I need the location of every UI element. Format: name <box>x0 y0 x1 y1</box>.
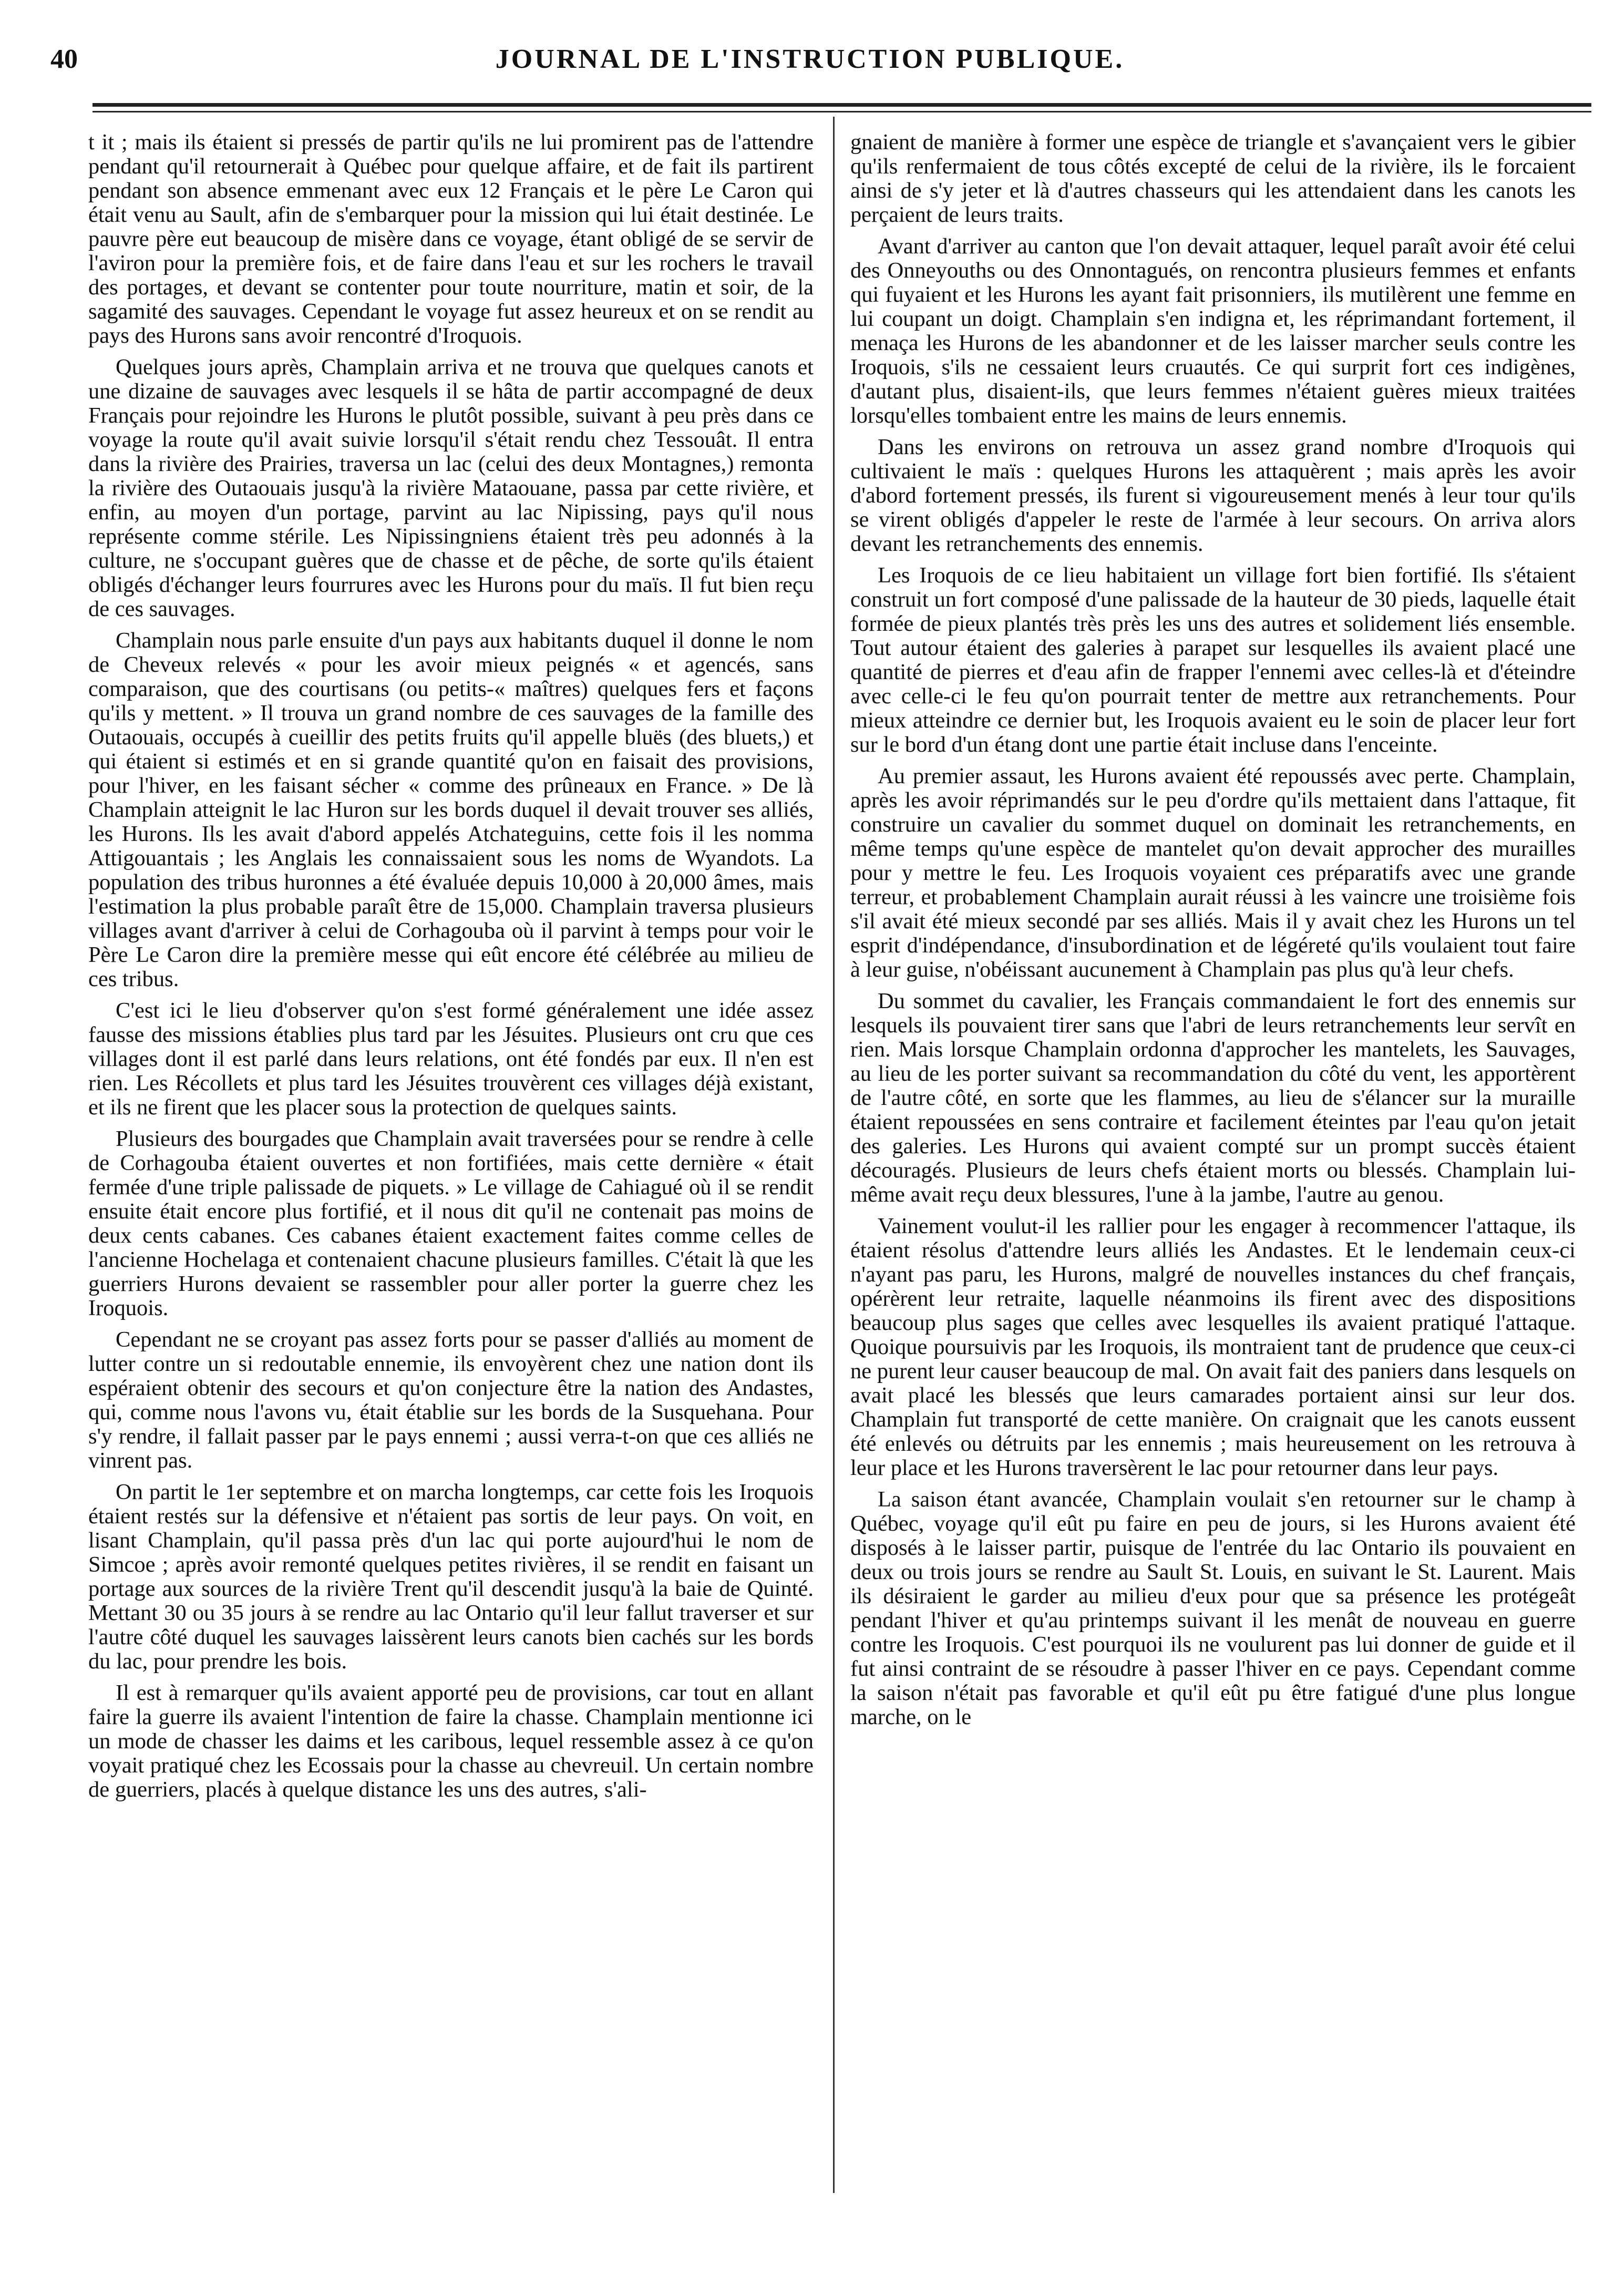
right-paragraph-2: Avant d'arriver au canton que l'on devait attaquer, lequel paraît avoir été celui des Onneyouths ou des Onnontagués, on rencontra plusieurs femmes et enfants qui fuyaient et les Hurons les ayant fait prisonniers, ils mutilèrent une femme en lui coupant un doigt. Champlain s'en indigna et, les réprimandant fortement, il menaça les Hurons de les abandonner et de les laisser marcher seuls contre les Iroquois, s'ils ne cessaient leurs cruautés. Ce qui surprit fort ces indigènes, d'autant plus, disaient-ils, que leurs femmes n'étaient guères mieux traitées lorsqu'elles tombaient entre les mains de leurs ennemis. <box>850 234 1576 428</box>
left-paragraph-2: Quelques jours après, Champlain arriva et ne trouva que quelques canots et une dizaine de sauvages avec lesquels il se hâta de partir accompagné de deux Français pour rejoindre les Hurons le plutôt possible, suivant à peu près dans ce voyage la route qu'il avait suivie lorsqu'il s'était rendu chez Tessouât. Il entra dans la rivière des Prairies, traversa un lac (celui des deux Montagnes,) remonta la rivière des Outaouais jusqu'à la rivière Mataouane, passa par cette rivière, et enfin, au moyen d'un portage, parvint au lac Nipissing, pays qu'il nous représente comme stérile. Les Nipissingniens étaient très peu adonnés à la culture, ne s'occupant guères que de chasse et de pêche, de sorte qu'ils étaient obligés d'échanger leurs fourrures avec les Hurons pour du maïs. Il fut bien reçu de ces sauvages. <box>88 355 814 621</box>
left-column <box>88 130 814 2196</box>
column-divider <box>833 117 835 2193</box>
running-title: JOURNAL DE L'INSTRUCTION PUBLIQUE. <box>495 44 1125 74</box>
right-paragraph-3: Dans les environs on retrouva un assez grand nombre d'Iroquois qui cultivaient le maïs : quelques Hurons les attaquèrent ; mais après les avoir d'abord fortement pressés, ils furent si vigoureusement menés à leur tour qu'ils se virent obligés d'appeler le reste de l'armée à leur secours. On arriva alors devant les retranchements des ennemis. <box>850 435 1576 556</box>
page-number: 40 <box>50 44 78 74</box>
header-rule-thick <box>92 103 1591 107</box>
right-paragraph-6: Du sommet du cavalier, les Français commandaient le fort des ennemis sur lesquels ils pouvaient tirer sans que l'abri de leurs retranchements leur servît en rien. Mais lorsque Champlain ordonna d'approcher les mantelets, les Sauvages, au lieu de les porter suivant sa recommandation du côté du vent, les apportèrent de l'autre côté, en sorte que les flammes, au lieu de s'élancer sur la muraille étaient repoussées en sens contraire et facilement éteintes par l'eau qu'on jetait des galeries. Les Hurons qui avaient compté sur un prompt succès étaient découragés. Plusieurs de leurs chefs étaient morts ou blessés. Champlain lui-même avait reçu deux blessures, l'une à la jambe, l'autre au genou. <box>850 989 1576 1207</box>
left-paragraph-6: Cependant ne se croyant pas assez forts pour se passer d'alliés au moment de lutter contre un si redoutable ennemie, ils envoyèrent chez une nation dont ils espéraient obtenir des secours et qu'on conjecture être la nation des Andastes, qui, comme nous l'avons vu, était établie sur les bords de la Susquehana. Pour s'y rendre, il fallait passer par le pays ennemi ; aussi verra-t-on que ces alliés ne vinrent pas. <box>88 1327 814 1473</box>
right-paragraph-5: Au premier assaut, les Hurons avaient été repoussés avec perte. Champlain, après les avoir réprimandés sur le peu d'ordre qu'ils mettaient dans l'attaque, fit construire un cavalier du sommet duquel on dominait les retranchements, en même temps qu'une espèce de mantelet qu'on devait approcher des murailles pour y mettre le feu. Les Iroquois voyaient ces préparatifs avec une grande terreur, et probablement Champlain aurait réussi à les vaincre une troisième fois s'il avait été mieux secondé par ses alliés. Mais il y avait chez les Hurons un tel esprit d'indépendance, d'insubordination et de légéreté qu'ils voulaient tout faire à leur guise, n'obéissant aucunement à Champlain pas plus qu'à leur chefs. <box>850 764 1576 982</box>
page-header <box>50 41 1569 78</box>
left-paragraph-5: Plusieurs des bourgades que Champlain avait traversées pour se rendre à celle de Corhagouba étaient ouvertes et non fortifiées, mais cette dernière « était fermée d'une triple palissade de piquets. » Le village de Cahiagué où il se rendit ensuite était encore plus fortifié, et il nous dit qu'il ne contenait pas moins de deux cents cabanes. Ces cabanes étaient exactement faites comme celles de l'ancienne Hochelaga et contenaient chacune plusieurs familles. C'était là que les guerriers Hurons devaient se rassembler pour aller porter la guerre chez les Iroquois. <box>88 1126 814 1320</box>
left-paragraph-1: t it ; mais ils étaient si pressés de partir qu'ils ne lui promirent pas de l'attendre pendant qu'il retournerait à Québec pour quelque affaire, et de fait ils partirent pendant son absence emmenant avec eux 12 Français et le père Le Caron qui était venu au Sault, afin de s'embarquer pour la mission qui lui était destinée. Le pauvre père eut beaucoup de misère dans ce voyage, étant obligé de se servir de l'aviron pour la première fois, et de faire dans l'eau et sur les rochers le travail des portages, et devant se contenter pour toute nourriture, matin et soir, de la sagamité des sauvages. Cependant le voyage fut assez heureux et on se rendit au pays des Hurons sans avoir rencontré d'Iroquois. <box>88 130 814 348</box>
right-paragraph-7: Vainement voulut-il les rallier pour les engager à recommencer l'attaque, ils étaient résolus d'attendre leurs alliés les Andastes. Et le lendemain ceux-ci n'ayant pas paru, les Hurons, malgré de nouvelles instances du chef français, opérèrent leur retraite, laquelle néanmoins ils firent avec des dispositions beaucoup plus sages que celles avec lesquelles ils avaient pratiqué l'attaque. Quoique poursuivis par les Iroquois, ils montraient tant de prudence que ceux-ci ne purent leur causer beaucoup de mal. On avait fait des paniers dans lesquels on avait placé les blessés que leurs camarades portaient ainsi sur leur dos. Champlain fut transporté de cette manière. On craignait que les canots eussent été enlevés ou détruits par les ennemis ; mais heureusement on les retrouva à leur place et les Hurons traversèrent le lac pour retourner dans leur pays. <box>850 1214 1576 1480</box>
right-paragraph-4: Les Iroquois de ce lieu habitaient un village fort bien fortifié. Ils s'étaient construit un fort composé d'une palissade de la hauteur de 30 pieds, laquelle était formée de pieux plantés très près les uns des autres et solidement liés ensemble. Tout autour étaient des galeries à parapet sur lesquelles ils avaient placé une quantité de pierres et d'eau afin de frapper l'ennemi avec celles-là et d'éteindre avec celle-ci le feu qu'on pourrait tenter de mettre aux retranchements. Pour mieux atteindre ce dernier but, les Iroquois avaient eu le soin de placer leur fort sur le bord d'un étang dont une partie était incluse dans l'enceinte. <box>850 563 1576 757</box>
left-paragraph-4: C'est ici le lieu d'observer qu'on s'est formé généralement une idée assez fausse des missions établies plus tard par les Jésuites. Plusieurs ont cru que ces villages dont il est parlé dans leurs relations, ont été fondés par eux. Il n'en est rien. Les Récollets et plus tard les Jésuites trouvèrent ces villages déjà existant, et ils ne firent que les placer sous la protection de quelques saints. <box>88 998 814 1120</box>
left-paragraph-8: Il est à remarquer qu'ils avaient apporté peu de provisions, car tout en allant faire la guerre ils avaient l'intention de faire la chasse. Champlain mentionne ici un mode de chasser les daims et les caribous, lequel ressemble assez à ce qu'on voyait pratiqué chez les Ecossais pour la chasse au chevreuil. Un certain nombre de guerriers, placés à quelque distance les uns des autres, s'ali- <box>88 1680 814 1802</box>
right-paragraph-1: gnaient de manière à former une espèce de triangle et s'avançaient vers le gibier qu'ils renfermaient de tous côtés excepté de celui de la rivière, ils le forcaient ainsi de s'y jeter et là d'autres chasseurs qui les attendaient dans les canots les perçaient de leurs traits. <box>850 130 1576 227</box>
left-paragraph-3: Champlain nous parle ensuite d'un pays aux habitants duquel il donne le nom de Cheveux relevés « pour les avoir mieux peignés « et agencés, sans comparaison, que des courtisans (ou petits-« maîtres) quelques fers et façons qu'ils y mettent. » Il trouva un grand nombre de ces sauvages de la famille des Outaouais, occupés à cueillir des petits fruits qu'il appelle bluës (des bluets,) et qui étaient si estimés et en si grande quantité qu'on en faisait des provisions, pour l'hiver, en les faisant sécher « comme des prûneaux en France. » De là Champlain atteignit le lac Huron sur les bords duquel il devait trouver ses alliés, les Hurons. Ils les avait d'abord appelés Atchateguins, cette fois il les nomma Attigouantais ; les Anglais les connaissaient sous les noms de Wyandots. La population des tribus huronnes a été évaluée depuis 10,000 à 20,000 âmes, mais l'estimation la plus probable paraît être de 15,000. Champlain traversa plusieurs villages avant d'arriver à celui de Corhagouba où il parvint à temps pour voir le Père Le Caron dire la première messe qui eût encore été célébrée au milieu de ces tribus. <box>88 628 814 991</box>
header-rule-thin <box>92 111 1591 112</box>
right-column <box>850 130 1576 2196</box>
right-paragraph-8: La saison étant avancée, Champlain voulait s'en retourner sur le champ à Québec, voyage qu'il eût pu faire en peu de jours, si les Hurons avaient été disposés à le laisser partir, puisque de l'entrée du lac Ontario ils pouvaient en deux ou trois jours se rendre au Sault St. Louis, en suivant le St. Laurent. Mais ils désiraient le garder au milieu d'eux pour que sa présence les protégeât pendant l'hiver et qu'au printemps suivant il les menât de nouveau en guerre contre les Iroquois. C'est pourquoi ils ne voulurent pas lui donner de guide et il fut ainsi contraint de se résoudre à passer l'hiver en ce pays. Cependant comme la saison n'était pas favorable et qu'il eût pu être fatigué d'une plus longue marche, on le <box>850 1487 1576 1729</box>
left-paragraph-7: On partit le 1er septembre et on marcha longtemps, car cette fois les Iroquois étaient restés sur la défensive et n'étaient pas sortis de leur pays. On voit, en lisant Champlain, qu'il passa près d'un lac qui porte aujourd'hui le nom de Simcoe ; après avoir remonté quelques petites rivières, il se rendit en faisant un portage aux sources de la rivière Trent qu'il descendit jusqu'à la baie de Quinté. Mettant 30 ou 35 jours à se rendre au lac Ontario qu'il leur fallut traverser et sur l'autre côté duquel les sauvages laissèrent leurs canots bien cachés sur les bords du lac, pour prendre les bois. <box>88 1480 814 1674</box>
